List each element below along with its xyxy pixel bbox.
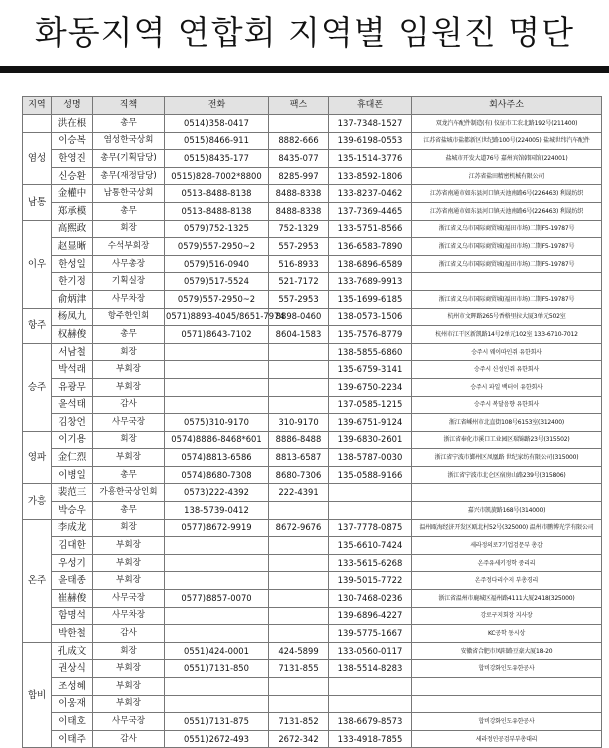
position-cell: 기획실장 [93,273,165,291]
name-cell: 洪在根 [52,115,93,133]
fax-cell [269,361,329,379]
phone-cell: 0551)424-0001 [165,642,269,660]
table-row [23,220,602,238]
phone-cell [165,537,269,555]
name-cell: 김창언 [52,414,93,432]
position-cell: 총무(재정담당) [93,167,165,185]
mobile-cell: 139-5775-1667 [329,625,412,643]
phone-cell: 0515)8466-911 [165,132,269,150]
address-cell: 双龙汽车配件制造(有) 仪征市工农北路192号(211400) [412,115,602,133]
name-cell: 崔赫俊 [52,590,93,608]
table-body [23,115,602,748]
table-row [23,308,602,326]
phone-cell: 0515)828-7002*8800 [165,167,269,185]
address-cell: 浙江省宁波市鄞州区凤凰路 世纪家纺有限公司(315000) [412,449,602,467]
fax-cell: 8886-8488 [269,431,329,449]
mobile-cell: 135-1514-3776 [329,150,412,168]
address-cell: 합비강화인도유한공사 [412,660,602,678]
position-cell: 부회장 [93,361,165,379]
table-row [23,502,602,520]
phone-cell: 0551)7131-875 [165,713,269,731]
name-cell: 이태주 [52,730,93,748]
mobile-cell: 139-5015-7722 [329,572,412,590]
header-position: 직책 [93,97,165,115]
position-cell: 총무 [93,466,165,484]
position-cell: 회장 [93,343,165,361]
address-cell: 浙江省奉化市溪口工业园区瑞锦路23号(315502) [412,431,602,449]
fax-cell [269,554,329,572]
fax-cell: 516-8933 [269,255,329,273]
phone-cell: 0573)222-4392 [165,484,269,502]
table-row [23,730,602,748]
name-cell: 우성기 [52,554,93,572]
table-header [23,97,602,115]
name-cell: 한기정 [52,273,93,291]
fax-cell: 8680-7306 [269,466,329,484]
name-cell: 金權中 [52,185,93,203]
table-row [23,660,602,678]
phone-cell: 0577)8857-0070 [165,590,269,608]
mobile-cell [329,678,412,696]
name-cell: 이태호 [52,713,93,731]
mobile-cell: 135-6610-7424 [329,537,412,555]
mobile-cell: 133-8237-0462 [329,185,412,203]
address-cell: 세라정인공검부부총대리 [412,730,602,748]
position-cell: 총무 [93,502,165,520]
fax-cell [269,590,329,608]
address-cell: 江苏省盐田精密机械有限公司 [412,167,602,185]
table-row [23,431,602,449]
table-row [23,607,602,625]
mobile-cell: 135-6759-3141 [329,361,412,379]
table-row [23,519,602,537]
address-cell: 浙江省义乌市国际商贸城(福田市场)二期F5-19787号 [412,255,602,273]
address-cell: 합비강화인도유한공사 [412,713,602,731]
mobile-cell: 135-1699-6185 [329,290,412,308]
fax-cell: 310-9170 [269,414,329,432]
table-row [23,255,602,273]
fax-cell [269,115,329,133]
mobile-cell: 137-7369-4465 [329,202,412,220]
address-cell: 승주시 웨이따인쥐 유한회사 [412,343,602,361]
fax-cell [269,537,329,555]
name-cell: 이병일 [52,466,93,484]
name-cell: 박석래 [52,361,93,379]
table-row [23,572,602,590]
position-cell: 염성한국상회 [93,132,165,150]
phone-cell [165,625,269,643]
position-cell: 부회장 [93,572,165,590]
address-cell: 嘉兴市凯旋路168号(314000) [412,502,602,520]
phone-cell [165,396,269,414]
address-cell: 江苏省南通市如东县河口镇天池南路6号(226463) 利晟纺织 [412,202,602,220]
phone-cell: 0579)752-1325 [165,220,269,238]
phone-cell: 0579)516-0940 [165,255,269,273]
position-cell: 남통한국상회 [93,185,165,203]
phone-cell [165,554,269,572]
table-row [23,414,602,432]
table-row [23,642,602,660]
phone-cell: 0577)8672-9919 [165,519,269,537]
name-cell: 유광무 [52,378,93,396]
table-row [23,625,602,643]
phone-cell: 0574)8886-8468*601 [165,431,269,449]
mobile-cell: 139-6830-2601 [329,431,412,449]
fax-cell [269,695,329,713]
table-row [23,150,602,168]
mobile-cell: 138-5787-0030 [329,449,412,467]
table-row [23,466,602,484]
header-address: 회사주소 [412,97,602,115]
region-cell: 염성 [23,132,52,185]
phone-cell: 0571)8643-7102 [165,326,269,344]
position-cell: 가흥한국상인회 [93,484,165,502]
phone-cell: 0551)7131-850 [165,660,269,678]
table-row [23,537,602,555]
table-row [23,695,602,713]
fax-cell: 8488-8338 [269,185,329,203]
mobile-cell: 139-6750-2234 [329,378,412,396]
position-cell: 감사 [93,396,165,414]
address-cell: 浙江省义乌市国际商贸城(福田市场)二期F5-19787号 [412,290,602,308]
position-cell: 감사 [93,730,165,748]
name-cell: 이웅재 [52,695,93,713]
region-cell [23,115,52,133]
region-cell: 영파 [23,431,52,484]
header-region: 지역 [23,97,52,115]
phone-cell: 0571)8893-4045/8651-7974 [165,308,269,326]
mobile-cell: 138-6896-6589 [329,255,412,273]
fax-cell: 557-2953 [269,290,329,308]
table-row [23,326,602,344]
phone-cell: 138-5739-0412 [165,502,269,520]
address-cell: 盐城市开发大道76号 嘉州宾馆韩国馆(224001) [412,150,602,168]
fax-cell: 557-2953 [269,238,329,256]
address-cell: 浙江省温州市鹿城区福州路4111大厦2418(325000) [412,590,602,608]
fax-cell [269,378,329,396]
position-cell: 부회장 [93,378,165,396]
address-cell: 浙江省嵊州市北直街108号6153室(312400) [412,414,602,432]
position-cell: 부회장 [93,449,165,467]
mobile-cell: 135-0588-9166 [329,466,412,484]
name-cell: 박한철 [52,625,93,643]
table-row [23,290,602,308]
position-cell: 부회장 [93,695,165,713]
table-row [23,361,602,379]
position-cell: 부회장 [93,660,165,678]
position-cell: 사무차장 [93,290,165,308]
address-cell: 온주유세키정학 중리리 [412,554,602,572]
region-cell: 가흥 [23,484,52,519]
table-row [23,273,602,291]
name-cell: 赵显晰 [52,238,93,256]
name-cell: 박승우 [52,502,93,520]
fax-cell [269,343,329,361]
fax-cell [269,625,329,643]
phone-cell [165,361,269,379]
position-cell: 사무국장 [93,713,165,731]
name-cell: 조성혜 [52,678,93,696]
position-cell: 감사 [93,625,165,643]
phone-cell: 0579)517-5524 [165,273,269,291]
fax-cell [269,502,329,520]
name-cell: 윤태종 [52,572,93,590]
position-cell: 회장 [93,642,165,660]
name-cell: 권상식 [52,660,93,678]
fax-cell: 8435-077 [269,150,329,168]
name-cell: 金仁烈 [52,449,93,467]
mobile-cell: 139-6198-0553 [329,132,412,150]
address-cell: 강로구지회장 지사장 [412,607,602,625]
address-cell [412,695,602,713]
fax-cell: 222-4391 [269,484,329,502]
region-cell: 합비 [23,642,52,748]
fax-cell: 424-5899 [269,642,329,660]
mobile-cell: 138-5514-8283 [329,660,412,678]
fax-cell: 7131-855 [269,660,329,678]
mobile-cell: 138-6679-8573 [329,713,412,731]
name-cell: 이기용 [52,431,93,449]
address-cell: 浙江省义乌市国际商贸城(福田市场)二期F5-19787号 [412,238,602,256]
phone-cell: 0513-8488-8138 [165,202,269,220]
fax-cell: 8813-6587 [269,449,329,467]
name-cell: 高熙政 [52,220,93,238]
position-cell: 수석부회장 [93,238,165,256]
position-cell: 사무국장 [93,414,165,432]
mobile-cell: 135-7576-8779 [329,326,412,344]
position-cell: 총무(기획담당) [93,150,165,168]
mobile-cell [329,502,412,520]
region-cell: 남통 [23,185,52,220]
address-cell: 浙江省义乌市国际商贸城(福田市场)二期F5-19787号 [412,220,602,238]
officer-table [22,96,602,748]
fax-cell: 8898-0460 [269,308,329,326]
name-cell: 신승환 [52,167,93,185]
mobile-cell: 130-7468-0236 [329,590,412,608]
name-cell: 李成龙 [52,519,93,537]
header-fax: 팩스 [269,97,329,115]
header-name: 성명 [52,97,93,115]
name-cell: 한영진 [52,150,93,168]
address-cell: 온주정다리수지 부총경리 [412,572,602,590]
address-cell: 杭州市江干区新凯路14号2单元102室 133-6710-7012 [412,326,602,344]
fax-cell: 8672-9676 [269,519,329,537]
position-cell: 사무국장 [93,590,165,608]
address-cell: 江苏省盐城市盐都新区世纪路100号(224005) 盐城世纬汽车配件 [412,132,602,150]
phone-cell: 0574)8813-6586 [165,449,269,467]
fax-cell: 8488-8338 [269,202,329,220]
name-cell: 俞炳津 [52,290,93,308]
region-cell: 온주 [23,519,52,642]
phone-cell: 0515)8435-177 [165,150,269,168]
fax-cell [269,572,329,590]
phone-cell: 0513-8488-8138 [165,185,269,203]
mobile-cell: 133-5751-8566 [329,220,412,238]
name-cell: 裴范三 [52,484,93,502]
name-cell: 杨凤九 [52,308,93,326]
phone-cell [165,378,269,396]
address-cell: 温州瓯海经济开发区瓯北村52号(325000) 温州市鹏博光学有限公司 [412,519,602,537]
mobile-cell: 137-7348-1527 [329,115,412,133]
position-cell: 회장 [93,519,165,537]
region-cell: 이우 [23,220,52,308]
position-cell: 사무총장 [93,255,165,273]
table-row [23,678,602,696]
position-cell: 항주한인회 [93,308,165,326]
address-cell: KC공학 동시상 [412,625,602,643]
name-cell: 윤석태 [52,396,93,414]
name-cell: 김대한 [52,537,93,555]
table-row [23,713,602,731]
mobile-cell: 133-4918-7855 [329,730,412,748]
mobile-cell: 139-6896-4227 [329,607,412,625]
table-row [23,238,602,256]
phone-cell [165,678,269,696]
fax-cell [269,607,329,625]
fax-cell [269,396,329,414]
table-row [23,554,602,572]
phone-cell: 0574)8680-7308 [165,466,269,484]
title-rule [0,66,609,73]
page-title: 화동지역 연합회 지역별 임원진 명단 [34,13,575,52]
name-cell: 孔成文 [52,642,93,660]
table-row [23,449,602,467]
position-cell: 사무차장 [93,607,165,625]
address-cell [412,273,602,291]
name-cell: 함명석 [52,607,93,625]
phone-cell: 0551)2672-493 [165,730,269,748]
table-row [23,378,602,396]
address-cell: 승주시 파일 백터이 유한회사 [412,378,602,396]
table-row [23,396,602,414]
phone-cell: 0575)310-9170 [165,414,269,432]
name-cell: 权赫俊 [52,326,93,344]
position-cell: 부회장 [93,554,165,572]
phone-cell [165,607,269,625]
mobile-cell: 139-6751-9124 [329,414,412,432]
mobile-cell: 137-7778-0875 [329,519,412,537]
header-phone: 전화 [165,97,269,115]
mobile-cell [329,484,412,502]
fax-cell: 8604-1583 [269,326,329,344]
table-row [23,167,602,185]
fax-cell: 7131-852 [269,713,329,731]
fax-cell [269,678,329,696]
table-row [23,343,602,361]
address-cell: 江苏省南通市如东县河口镇天池南路6号(226463) 利晟纺织 [412,185,602,203]
mobile-cell: 133-5615-6268 [329,554,412,572]
mobile-cell: 133-8592-1806 [329,167,412,185]
mobile-cell: 137-0585-1215 [329,396,412,414]
position-cell: 회장 [93,431,165,449]
fax-cell: 8882-666 [269,132,329,150]
fax-cell: 752-1329 [269,220,329,238]
table-row [23,185,602,203]
position-cell: 총무 [93,202,165,220]
address-cell [412,678,602,696]
address-cell: 세라정의로7기업검문부 총감 [412,537,602,555]
name-cell: 郑承模 [52,202,93,220]
name-cell: 한성일 [52,255,93,273]
region-cell: 승주 [23,343,52,431]
fax-cell: 2672-342 [269,730,329,748]
header-mobile: 휴대폰 [329,97,412,115]
mobile-cell: 133-7689-9913 [329,273,412,291]
fax-cell: 8285-997 [269,167,329,185]
fax-cell: 521-7172 [269,273,329,291]
position-cell: 총무 [93,326,165,344]
address-cell: 安徽省合肥市凤阳路豆豪大厦18-20 [412,642,602,660]
table-row [23,115,602,133]
mobile-cell [329,695,412,713]
address-cell [412,484,602,502]
phone-cell: 0579)557-2950~2 [165,238,269,256]
mobile-cell: 138-5855-6860 [329,343,412,361]
address-cell: 승주시 복달음향 유한회사 [412,396,602,414]
phone-cell: 0514)358-0417 [165,115,269,133]
position-cell: 총무 [93,115,165,133]
mobile-cell: 138-0573-1506 [329,308,412,326]
table-row [23,484,602,502]
position-cell: 부회장 [93,537,165,555]
table-row [23,590,602,608]
region-cell: 항주 [23,308,52,343]
phone-cell [165,572,269,590]
phone-cell [165,343,269,361]
position-cell: 부회장 [93,678,165,696]
position-cell: 회장 [93,220,165,238]
address-cell: 승주시 신성인쥐 유한회사 [412,361,602,379]
name-cell: 서남철 [52,343,93,361]
table-row [23,132,602,150]
mobile-cell: 136-6583-7890 [329,238,412,256]
address-cell: 杭州市文晖路265号香格里拉大厦3单元502室 [412,308,602,326]
table-row [23,202,602,220]
mobile-cell: 133-0560-0117 [329,642,412,660]
address-cell: 浙江省宁波市北仑区宿房山路239号(315806) [412,466,602,484]
name-cell: 이승복 [52,132,93,150]
phone-cell: 0579)557-2950~2 [165,290,269,308]
phone-cell [165,695,269,713]
